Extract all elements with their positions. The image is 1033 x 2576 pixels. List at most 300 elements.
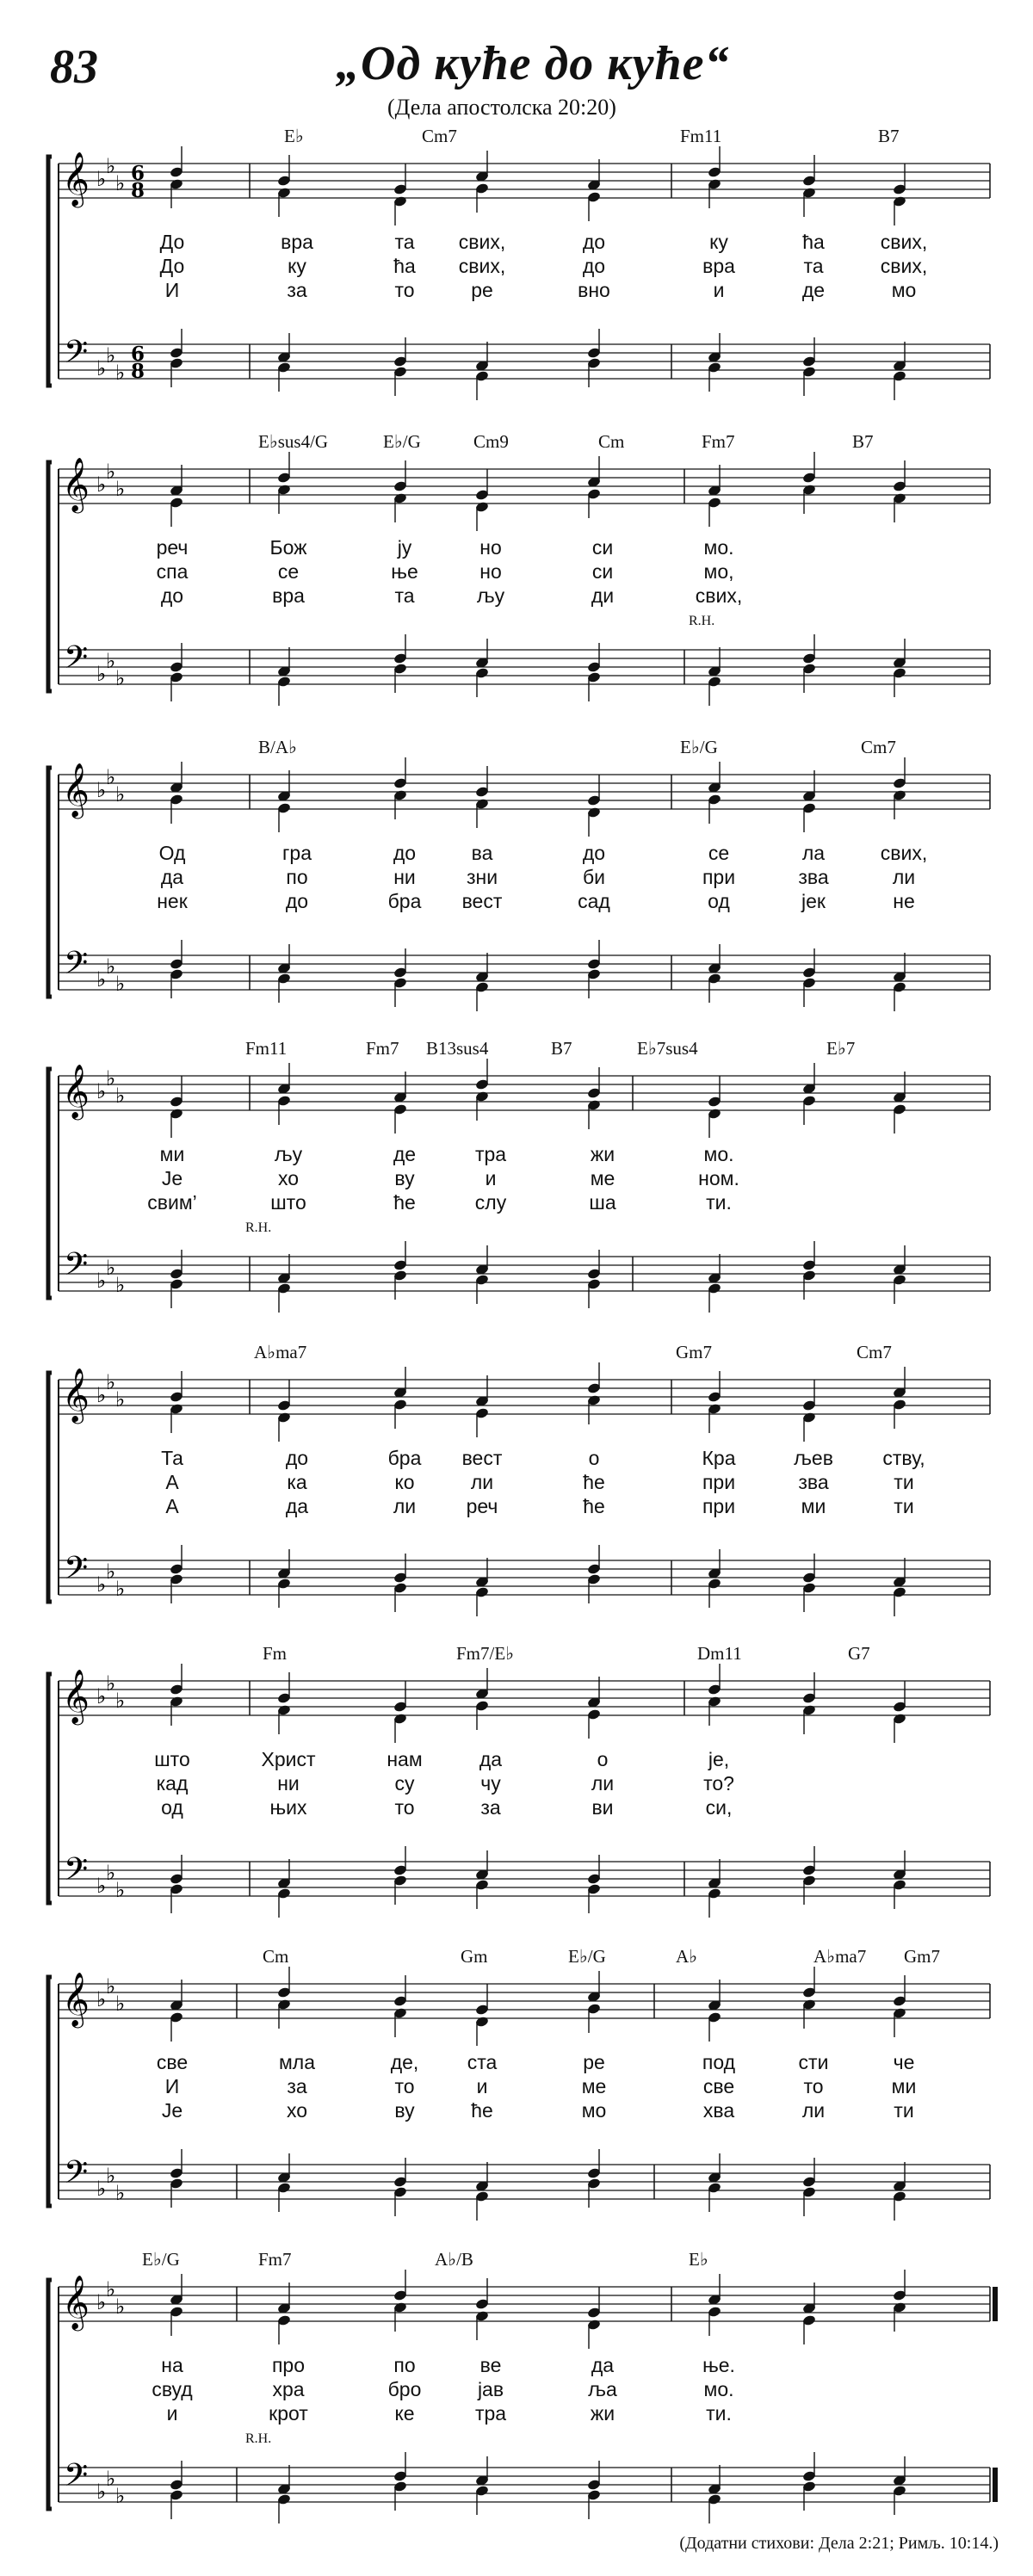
lyric-syllable: А bbox=[165, 1471, 179, 1493]
lyric-syllable: свуд bbox=[152, 2378, 193, 2400]
treble-clef-icon: 𝄞 bbox=[62, 1064, 90, 1118]
flat-icon: ♭ bbox=[96, 1684, 107, 1708]
lyric-syllable: свих, bbox=[458, 255, 506, 277]
lyric-syllable: си bbox=[591, 536, 614, 559]
lyric-syllable: њих bbox=[269, 1796, 307, 1819]
lyric-verse-1 bbox=[0, 1143, 1033, 1167]
final-barline bbox=[993, 2468, 998, 2502]
chord-symbol: E♭/G bbox=[142, 2249, 180, 2270]
system-1 bbox=[0, 126, 1033, 430]
lyrics-block bbox=[0, 1447, 1033, 1519]
lyric-syllable: ке bbox=[394, 2402, 415, 2425]
lyric-syllable: мо. bbox=[703, 1143, 734, 1165]
lyric-syllable: ша bbox=[589, 1191, 616, 1214]
lyric-syllable: до bbox=[582, 231, 606, 253]
treble-clef-icon: 𝄞 bbox=[62, 1972, 90, 2026]
lyric-syllable: што bbox=[270, 1191, 306, 1214]
lyric-syllable: ву bbox=[394, 1167, 415, 1189]
lyric-syllable: Кра bbox=[702, 1447, 736, 1469]
lyric-syllable: ре bbox=[583, 2051, 605, 2073]
lyric-verse-3 bbox=[0, 1191, 1033, 1215]
bass-clef-icon: 𝄢 bbox=[64, 639, 89, 683]
lyric-syllable: реч bbox=[466, 1495, 498, 1517]
lyric-syllable: ми bbox=[891, 2075, 917, 2097]
lyric-syllable: јек bbox=[801, 890, 826, 912]
lyric-verse-1 bbox=[0, 1447, 1033, 1471]
lyric-syllable: ко bbox=[394, 1471, 415, 1493]
lyric-syllable: ће bbox=[583, 1471, 605, 1493]
lyric-syllable: свих, bbox=[458, 231, 506, 253]
flat-icon: ♭ bbox=[96, 1874, 107, 1898]
flat-icon: ♭ bbox=[106, 1560, 116, 1584]
chord-symbol: Fm11 bbox=[680, 126, 722, 146]
lyric-verse-2 bbox=[0, 2075, 1033, 2099]
chord-symbol: E♭7 bbox=[826, 1038, 856, 1059]
lyric-syllable: свим’ bbox=[147, 1191, 197, 1214]
lyric-syllable: ли bbox=[470, 1471, 494, 1493]
flat-icon: ♭ bbox=[115, 972, 126, 996]
flat-icon: ♭ bbox=[115, 1689, 126, 1713]
lyric-syllable: ла bbox=[801, 842, 826, 864]
flat-icon: ♭ bbox=[115, 477, 126, 501]
lyric-syllable: ти. bbox=[706, 2402, 732, 2425]
lyric-syllable: де bbox=[393, 1143, 417, 1165]
lyric-syllable: бра bbox=[387, 890, 422, 912]
flat-icon: ♭ bbox=[96, 1383, 107, 1407]
lyric-verse-3 bbox=[0, 584, 1033, 608]
right-hand-marker: R.H. bbox=[245, 1220, 272, 1235]
chord-symbol: Cm bbox=[263, 1946, 289, 1967]
lyric-syllable: спа bbox=[156, 560, 189, 583]
lyric-verse-2 bbox=[0, 255, 1033, 279]
lyric-verse-3 bbox=[0, 890, 1033, 914]
lyric-syllable: кад bbox=[156, 1772, 189, 1795]
flat-icon: ♭ bbox=[115, 2295, 126, 2319]
lyric-syllable: љу bbox=[274, 1143, 303, 1165]
lyric-syllable: од bbox=[708, 890, 730, 912]
lyric-syllable: мо bbox=[581, 2099, 607, 2122]
lyric-syllable: вра bbox=[281, 231, 313, 253]
lyric-syllable: Бож bbox=[269, 536, 307, 559]
lyric-syllable: вра bbox=[702, 255, 735, 277]
flat-icon: ♭ bbox=[106, 2164, 116, 2188]
page-number: 83 bbox=[50, 40, 98, 94]
lyric-syllable: но bbox=[479, 536, 502, 559]
lyric-syllable: да bbox=[479, 1748, 503, 1770]
lyric-syllable: при bbox=[702, 1495, 736, 1517]
chord-symbol: B7 bbox=[878, 126, 900, 146]
lyric-syllable: вно bbox=[578, 279, 610, 301]
lyric-syllable: До bbox=[159, 231, 185, 253]
lyric-syllable: то? bbox=[703, 1772, 734, 1795]
lyric-syllable: ми bbox=[801, 1495, 826, 1517]
chord-symbol: B13sus4 bbox=[426, 1038, 489, 1059]
lyric-syllable: де, bbox=[390, 2051, 419, 2073]
system-8 bbox=[0, 2249, 1033, 2554]
lyric-syllable: свих, bbox=[880, 255, 928, 277]
bass-clef-icon: 𝄢 bbox=[64, 1246, 89, 1290]
flat-icon: ♭ bbox=[96, 1987, 107, 2011]
chord-symbol: Fm bbox=[263, 1643, 288, 1664]
lyric-syllable: та bbox=[394, 584, 415, 607]
lyric-syllable: жи bbox=[590, 2402, 615, 2425]
lyric-syllable: и bbox=[485, 1167, 497, 1189]
chord-row bbox=[0, 2249, 1033, 2280]
lyric-syllable: при bbox=[702, 1471, 736, 1493]
lyric-syllable: слу bbox=[474, 1191, 507, 1214]
lyric-syllable: и bbox=[166, 2402, 178, 2425]
chord-row bbox=[0, 1342, 1033, 1373]
lyric-syllable: сти bbox=[798, 2051, 829, 2073]
lyric-syllable: ју bbox=[397, 536, 412, 559]
time-signature-denominator: 8 bbox=[131, 179, 145, 202]
lyric-syllable: хра bbox=[272, 2378, 305, 2400]
lyric-syllable: љу bbox=[476, 584, 505, 607]
system-3 bbox=[0, 737, 1033, 1041]
chord-symbol: A♭/B bbox=[435, 2249, 473, 2270]
lyric-verse-2 bbox=[0, 1167, 1033, 1191]
lyric-syllable: да bbox=[591, 2354, 615, 2376]
time-signature-numerator: 6 bbox=[131, 343, 145, 366]
lyric-verse-3 bbox=[0, 1495, 1033, 1519]
flat-icon: ♭ bbox=[96, 967, 107, 991]
flat-icon: ♭ bbox=[115, 782, 126, 806]
lyrics-block bbox=[0, 842, 1033, 914]
flat-icon: ♭ bbox=[106, 2277, 116, 2301]
lyric-syllable: до bbox=[393, 842, 417, 864]
lyric-syllable: ди bbox=[591, 584, 615, 607]
flat-icon: ♭ bbox=[115, 2181, 126, 2205]
lyric-syllable: да bbox=[160, 866, 184, 888]
lyric-syllable: вест bbox=[461, 1447, 503, 1469]
chord-row bbox=[0, 737, 1033, 768]
lyric-syllable: при bbox=[702, 866, 736, 888]
lyric-syllable: љев bbox=[794, 1447, 833, 1469]
lyric-syllable: зва bbox=[798, 866, 829, 888]
lyric-syllable: ва bbox=[471, 842, 493, 864]
flat-icon: ♭ bbox=[115, 2484, 126, 2508]
lyrics-block bbox=[0, 1748, 1033, 1820]
flat-icon: ♭ bbox=[115, 1387, 126, 1412]
lyric-syllable: ње bbox=[391, 560, 418, 583]
right-hand-marker: R.H. bbox=[689, 614, 715, 628]
lyric-syllable: ће bbox=[583, 1495, 605, 1517]
lyric-syllable: све bbox=[156, 2051, 189, 2073]
lyric-syllable: мо. bbox=[703, 2378, 734, 2400]
lyric-syllable: хва bbox=[702, 2099, 735, 2122]
bass-clef-icon: 𝄢 bbox=[64, 1851, 89, 1895]
chord-symbol: Gm7 bbox=[676, 1342, 712, 1362]
lyric-verse-1 bbox=[0, 2051, 1033, 2075]
lyric-syllable: бро bbox=[387, 2378, 422, 2400]
chord-symbol: Fm7 bbox=[258, 2249, 292, 2270]
chord-symbol: Gm bbox=[461, 1946, 488, 1967]
lyrics-block bbox=[0, 536, 1033, 608]
lyric-syllable: А bbox=[165, 1495, 179, 1517]
lyric-verse-2 bbox=[0, 2378, 1033, 2402]
bass-clef-icon: 𝄢 bbox=[64, 945, 89, 989]
lyric-syllable: ни bbox=[277, 1772, 300, 1795]
lyric-verse-2 bbox=[0, 866, 1033, 890]
lyric-verse-1 bbox=[0, 231, 1033, 255]
treble-clef-icon: 𝄞 bbox=[62, 1368, 90, 1422]
lyric-syllable: вра bbox=[272, 584, 305, 607]
lyric-syllable: та bbox=[803, 255, 824, 277]
lyric-syllable: зва bbox=[798, 1471, 829, 1493]
lyric-syllable: по bbox=[393, 2354, 416, 2376]
lyric-syllable: про bbox=[271, 2354, 306, 2376]
flat-icon: ♭ bbox=[115, 666, 126, 690]
lyric-syllable: мла bbox=[278, 2051, 316, 2073]
chord-symbol: A♭ma7 bbox=[254, 1342, 307, 1362]
lyric-syllable: све bbox=[702, 2075, 735, 2097]
lyric-syllable: Је bbox=[161, 1167, 183, 1189]
lyric-syllable: гра bbox=[282, 842, 312, 864]
chord-symbol: Fm11 bbox=[245, 1038, 288, 1059]
lyric-syllable: је, bbox=[708, 1748, 730, 1770]
lyric-syllable: ми bbox=[159, 1143, 185, 1165]
lyric-syllable: ме bbox=[581, 2075, 607, 2097]
lyric-verse-3 bbox=[0, 279, 1033, 303]
song-subtitle: (Дела апостолска 20:20) bbox=[387, 95, 616, 120]
flat-icon: ♭ bbox=[106, 154, 116, 178]
lyric-syllable: хо bbox=[286, 2099, 308, 2122]
chord-symbol: E♭/G bbox=[568, 1946, 606, 1967]
lyric-syllable: де bbox=[801, 279, 826, 301]
song-title: „Од куће до куће“ bbox=[336, 37, 730, 90]
lyric-syllable: о bbox=[588, 1447, 600, 1469]
lyric-syllable: ку bbox=[288, 255, 306, 277]
chord-row bbox=[0, 126, 1033, 157]
flat-icon: ♭ bbox=[106, 765, 116, 789]
lyric-syllable: о bbox=[597, 1748, 609, 1770]
chord-symbol: Gm7 bbox=[904, 1946, 940, 1967]
lyric-syllable: Христ bbox=[261, 1748, 316, 1770]
flat-icon: ♭ bbox=[106, 2467, 116, 2491]
lyric-syllable: ли bbox=[591, 1772, 615, 1795]
lyric-syllable: До bbox=[159, 255, 185, 277]
chord-symbol: E♭/G bbox=[383, 431, 421, 452]
lyric-syllable: чу bbox=[480, 1772, 501, 1795]
chord-symbol: Cm bbox=[598, 431, 625, 452]
lyric-syllable: ћа bbox=[393, 255, 416, 277]
lyric-verse-3 bbox=[0, 1796, 1033, 1820]
lyric-syllable: ме bbox=[590, 1167, 615, 1189]
lyric-syllable: ли bbox=[393, 1495, 417, 1517]
lyric-syllable: за bbox=[480, 1796, 501, 1819]
lyric-syllable: и bbox=[476, 2075, 488, 2097]
lyric-verse-2 bbox=[0, 560, 1033, 584]
time-signature-denominator: 8 bbox=[131, 360, 145, 383]
footnote: (Додатни стихови: Дела 2:21; Римљ. 10:14.) bbox=[679, 2534, 999, 2553]
lyric-syllable: од bbox=[161, 1796, 183, 1819]
lyric-syllable: ву bbox=[394, 2099, 415, 2122]
lyric-verse-1 bbox=[0, 842, 1033, 866]
flat-icon: ♭ bbox=[106, 649, 116, 673]
flat-icon: ♭ bbox=[96, 167, 107, 191]
lyric-verse-2 bbox=[0, 1772, 1033, 1796]
chord-symbol: Fm7 bbox=[702, 431, 735, 452]
chord-symbol: Dm11 bbox=[697, 1643, 742, 1664]
lyric-syllable: ти bbox=[894, 2099, 914, 2122]
flat-icon: ♭ bbox=[96, 662, 107, 686]
lyric-syllable: се bbox=[708, 842, 730, 864]
chord-symbol: G7 bbox=[848, 1643, 870, 1664]
bass-clef-icon: 𝄢 bbox=[64, 1550, 89, 1594]
lyric-verse-3 bbox=[0, 2402, 1033, 2426]
lyric-syllable: до bbox=[582, 255, 606, 277]
lyric-syllable: но bbox=[479, 560, 502, 583]
lyric-syllable: нек bbox=[157, 890, 188, 912]
chord-row bbox=[0, 431, 1033, 462]
flat-icon: ♭ bbox=[115, 1878, 126, 1902]
lyric-syllable: свих, bbox=[880, 231, 928, 253]
flat-icon: ♭ bbox=[106, 954, 116, 979]
treble-clef-icon: 𝄞 bbox=[62, 457, 90, 511]
lyric-syllable: под bbox=[702, 2051, 736, 2073]
flat-icon: ♭ bbox=[106, 1066, 116, 1090]
lyric-syllable: ку bbox=[709, 231, 728, 253]
lyric-syllable: ти bbox=[894, 1471, 914, 1493]
lyric-syllable: се bbox=[277, 560, 300, 583]
lyric-syllable: нам bbox=[387, 1748, 423, 1770]
treble-clef-icon: 𝄞 bbox=[62, 763, 90, 817]
flat-icon: ♭ bbox=[115, 1577, 126, 1601]
lyric-syllable: за bbox=[287, 279, 307, 301]
lyric-syllable: ља bbox=[588, 2378, 617, 2400]
system-2 bbox=[0, 431, 1033, 736]
lyric-syllable: жи bbox=[590, 1143, 615, 1165]
lyric-verse-1 bbox=[0, 2354, 1033, 2378]
lyric-verse-3 bbox=[0, 2099, 1033, 2123]
lyric-syllable: крот bbox=[269, 2402, 308, 2425]
flat-icon: ♭ bbox=[106, 1671, 116, 1696]
flat-icon: ♭ bbox=[96, 2177, 107, 2201]
lyric-syllable: И bbox=[164, 279, 180, 301]
flat-icon: ♭ bbox=[96, 2480, 107, 2504]
system-7 bbox=[0, 1946, 1033, 2251]
lyric-syllable: ње. bbox=[702, 2354, 735, 2376]
lyric-syllable: мо. bbox=[703, 536, 734, 559]
chord-symbol: Cm7 bbox=[857, 1342, 892, 1362]
lyric-syllable: че bbox=[893, 2051, 915, 2073]
flat-icon: ♭ bbox=[96, 1269, 107, 1293]
flat-icon: ♭ bbox=[115, 1273, 126, 1297]
lyric-syllable: ве bbox=[479, 2354, 502, 2376]
treble-clef-icon: 𝄞 bbox=[62, 1669, 90, 1723]
lyric-syllable: ће bbox=[471, 2099, 493, 2122]
flat-icon: ♭ bbox=[115, 361, 126, 385]
lyric-syllable: хо bbox=[277, 1167, 300, 1189]
lyric-syllable: да bbox=[285, 1495, 309, 1517]
lyric-syllable: до bbox=[582, 842, 606, 864]
lyric-syllable: вест bbox=[461, 890, 503, 912]
flat-icon: ♭ bbox=[106, 343, 116, 368]
flat-icon: ♭ bbox=[115, 1992, 126, 2016]
lyrics-block bbox=[0, 231, 1033, 303]
lyric-syllable: по bbox=[286, 866, 308, 888]
lyric-syllable: Је bbox=[161, 2099, 183, 2122]
lyric-syllable: то bbox=[394, 1796, 415, 1819]
lyric-syllable: су bbox=[394, 1772, 415, 1795]
lyric-syllable: то bbox=[394, 279, 415, 301]
chord-symbol: A♭ma7 bbox=[813, 1946, 867, 1967]
lyric-syllable: си bbox=[591, 560, 614, 583]
lyric-syllable: то bbox=[803, 2075, 824, 2097]
lyric-syllable: си, bbox=[705, 1796, 733, 1819]
treble-clef-icon: 𝄞 bbox=[62, 151, 90, 206]
chord-row bbox=[0, 1038, 1033, 1069]
lyric-syllable: ћа bbox=[802, 231, 825, 253]
lyric-verse-1 bbox=[0, 536, 1033, 560]
flat-icon: ♭ bbox=[106, 1256, 116, 1280]
lyric-syllable: ка bbox=[287, 1471, 307, 1493]
lyric-syllable: на bbox=[161, 2354, 183, 2376]
right-hand-marker: R.H. bbox=[245, 2431, 272, 2446]
chord-symbol: E♭ bbox=[284, 126, 304, 146]
bass-clef-icon: 𝄢 bbox=[64, 334, 89, 378]
lyric-syllable: ре bbox=[471, 279, 493, 301]
lyric-syllable: зни bbox=[466, 866, 498, 888]
treble-clef-icon: 𝄞 bbox=[62, 2275, 90, 2329]
chord-symbol: E♭ bbox=[689, 2249, 708, 2270]
system-6 bbox=[0, 1643, 1033, 1948]
bass-clef-icon: 𝄢 bbox=[64, 2457, 89, 2501]
chord-symbol: Cm7 bbox=[861, 737, 896, 757]
lyric-syllable: ти bbox=[894, 1495, 914, 1517]
bass-clef-icon: 𝄢 bbox=[64, 2154, 89, 2198]
flat-icon: ♭ bbox=[106, 1861, 116, 1885]
flat-icon: ♭ bbox=[96, 356, 107, 380]
flat-icon: ♭ bbox=[96, 778, 107, 802]
lyric-syllable: ста bbox=[467, 2051, 498, 2073]
chord-row bbox=[0, 1946, 1033, 1977]
flat-icon: ♭ bbox=[96, 1572, 107, 1597]
lyric-syllable: бра bbox=[387, 1447, 422, 1469]
chord-symbol: Fm7 bbox=[366, 1038, 399, 1059]
lyric-syllable: то bbox=[394, 2075, 415, 2097]
flat-icon: ♭ bbox=[106, 1974, 116, 1998]
lyric-syllable: сад bbox=[578, 890, 610, 912]
chord-symbol: A♭ bbox=[676, 1946, 698, 1967]
lyric-verse-1 bbox=[0, 1748, 1033, 1772]
lyric-verse-2 bbox=[0, 1471, 1033, 1495]
final-barline bbox=[993, 2287, 998, 2321]
lyrics-block bbox=[0, 1143, 1033, 1215]
lyric-syllable: Од bbox=[158, 842, 186, 864]
lyric-syllable: та bbox=[394, 231, 415, 253]
lyric-syllable: свих, bbox=[695, 584, 743, 607]
lyric-syllable: би bbox=[582, 866, 606, 888]
lyric-syllable: ству, bbox=[882, 1447, 925, 1469]
system-5 bbox=[0, 1342, 1033, 1646]
lyric-syllable: и bbox=[713, 279, 725, 301]
flat-icon: ♭ bbox=[115, 1084, 126, 1108]
chord-symbol: Cm7 bbox=[422, 126, 457, 146]
chord-symbol: B7 bbox=[551, 1038, 572, 1059]
lyric-syllable: јав bbox=[477, 2378, 504, 2400]
lyric-syllable: тра bbox=[474, 2402, 507, 2425]
time-signature-numerator: 6 bbox=[131, 162, 145, 185]
lyrics-block bbox=[0, 2354, 1033, 2426]
flat-icon: ♭ bbox=[96, 1079, 107, 1103]
lyric-syllable: ни bbox=[393, 866, 416, 888]
flat-icon: ♭ bbox=[96, 2290, 107, 2314]
chord-symbol: B/A♭ bbox=[258, 737, 297, 757]
lyrics-block bbox=[0, 2051, 1033, 2123]
lyric-syllable: мо bbox=[891, 279, 917, 301]
lyric-syllable: ном. bbox=[698, 1167, 739, 1189]
